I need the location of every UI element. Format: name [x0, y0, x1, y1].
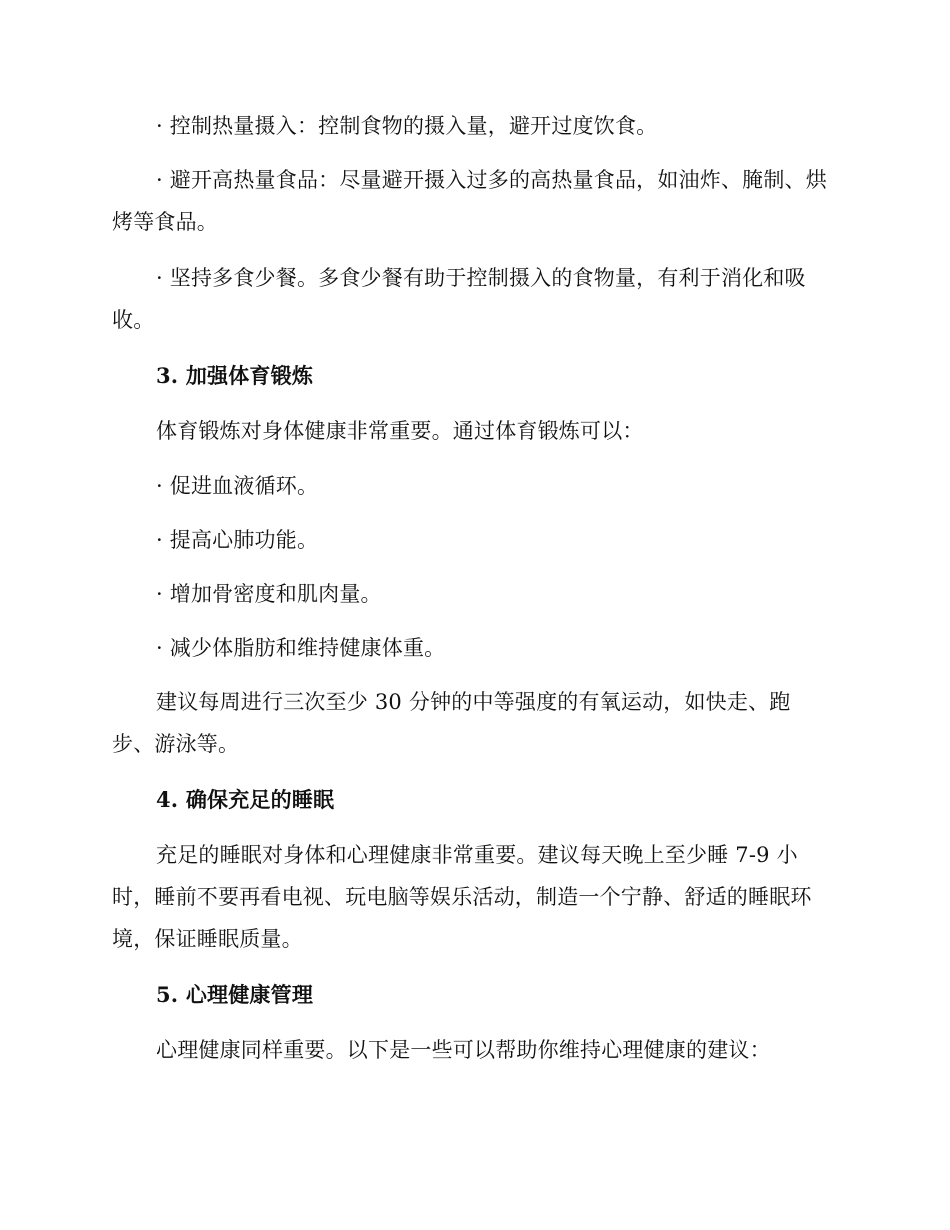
- bullet-body-fat-weight: · 减少体脂肪和维持健康体重。: [156, 636, 446, 660]
- paragraph-mental-health-intro: 心理健康同样重要。以下是一些可以帮助你维持心理健康的建议：: [156, 1038, 771, 1062]
- paragraph-exercise-intro: 体育锻炼对身体健康非常重要。通过体育锻炼可以：: [156, 419, 644, 443]
- bullet-blood-circulation: · 促进血液循环。: [156, 474, 319, 498]
- paragraph-sleep: 充足的睡眠对身体和心理健康非常重要。建议每天晚上至少睡 7-9 小时，睡前不要再看电视、玩电脑等娱乐活动，制造一个宁静、舒适的睡眠环境，保证睡眠质量。: [112, 843, 812, 951]
- bullet-heart-lung-function: · 提高心肺功能。: [156, 528, 319, 552]
- bullet-bone-muscle: · 增加骨密度和肌肉量。: [156, 582, 382, 606]
- bullet-avoid-high-calorie-food: · 避开高热量食品：尽量避开摄入过多的高热量食品，如油炸、腌制、烘烤等食品。: [112, 168, 827, 234]
- bullet-control-calories: · 控制热量摄入：控制食物的摄入量，避开过度饮食。: [156, 114, 658, 138]
- paragraph-exercise-recommendation: 建议每周进行三次至少 30 分钟的中等强度的有氧运动，如快走、跑步、游泳等。: [112, 690, 791, 756]
- section-heading-mental-health: 5. 心理健康管理: [156, 982, 314, 1007]
- section-heading-sleep: 4. 确保充足的睡眠: [156, 787, 335, 812]
- bullet-small-frequent-meals: · 坚持多食少餐。多食少餐有助于控制摄入的食物量，有利于消化和吸收。: [112, 266, 806, 332]
- section-heading-exercise: 3. 加强体育锻炼: [156, 363, 314, 388]
